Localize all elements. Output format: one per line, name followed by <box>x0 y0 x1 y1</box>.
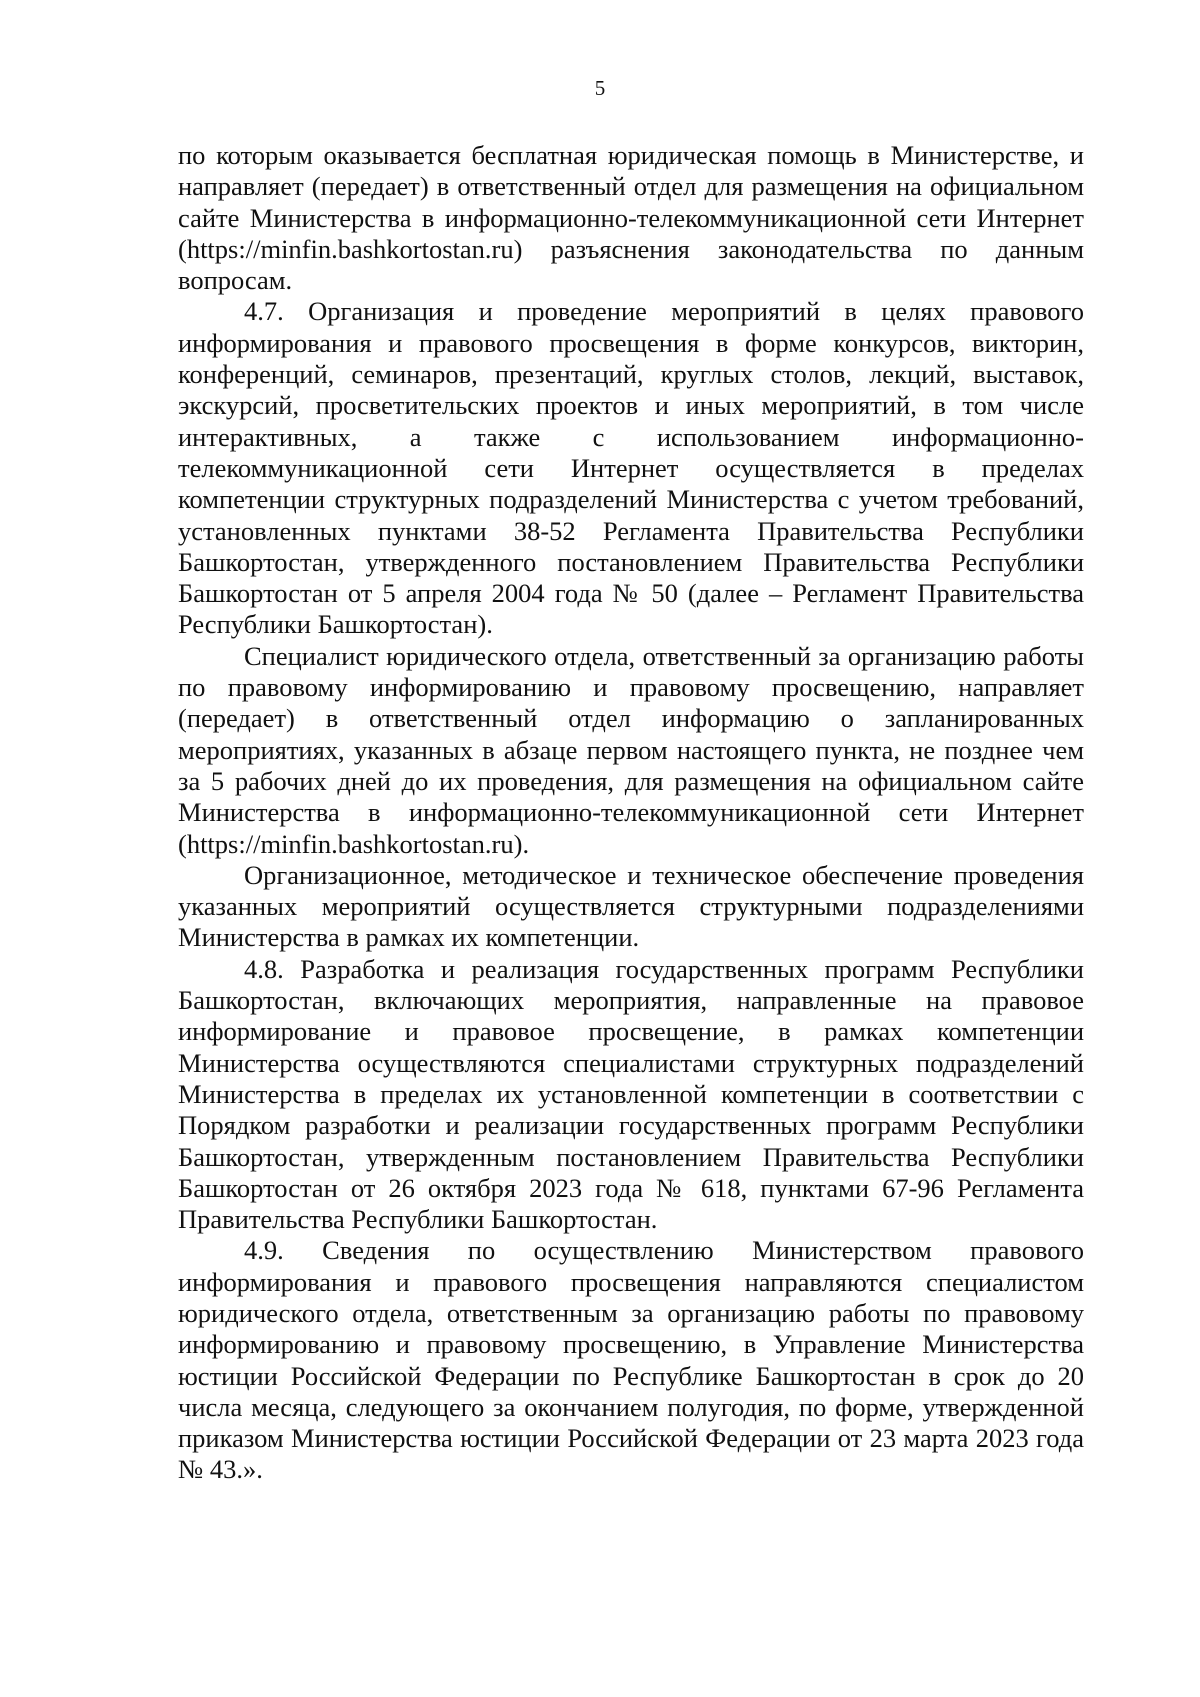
paragraph-4-9: 4.9. Сведения по осуществлению Министерством правового информирования и правового просвещения направляются специалистом юридического отдела, ответственным за организацию работы по правовому информированию и правовому просвещению, в Управление Министерства юстиции Российской Федерации по Республике Башкортостан в срок до 20 числа месяца, следующего за окончанием полугодия, по форме, утвержденной приказом Министерства юстиции Российской Федерации от 23 марта 2023 года № 43.». <box>178 1235 1084 1485</box>
paragraph-support: Организационное, методическое и техническое обеспечение проведения указанных мероприятий осуществляется структурными подразделениями Министерства в рамках их компетенции. <box>178 859 1084 953</box>
paragraph-specialist: Специалист юридического отдела, ответственный за организацию работы по правовому информированию и правовому просвещению, направляет (передает) в ответственный отдел информацию о запланированных мероприятиях, указанных в абзаце первом настоящего пункта, не позднее чем за 5 рабочих дней до их проведения, для размещения на официальном сайте Министерства в информационно-телекоммуникационной сети Интернет (https://minfin.bashkortostan.ru). <box>178 640 1084 859</box>
paragraph-4-8: 4.8. Разработка и реализация государственных программ Республики Башкортостан, включающих мероприятия, направленные на правовое информирование и правовое просвещение, в рамках компетенции Министерства осуществляются специалистами структурных подразделений Министерства в пределах их установленной компетенции в соответствии с Порядком разработки и реализации государственных программ Республики Башкортостан, утвержденным постановлением Правительства Республики Башкортостан от 26 октября 2023 года № 618, пунктами 67-96 Регламента Правительства Республики Башкортостан. <box>178 953 1084 1235</box>
page-number: 5 <box>594 76 606 100</box>
paragraph-4-7: 4.7. Организация и проведение мероприятий в целях правового информирования и правового просвещения в форме конкурсов, викторин, конференций, семинаров, презентаций, круглых столов, лекций, выставок, экскурсий, просветительских проектов и иных мероприятий, в том числе интерактивных, а также с использованием информационно-телекоммуникационной сети Интернет осуществляется в пределах компетенции структурных подразделений Министерства с учетом требований, установленных пунктами 38-52 Регламента Правительства Республики Башкортостан, утвержденного постановлением Правительства Республики Башкортостан от 5 апреля 2004 года № 50 (далее – Регламент Правительства Республики Башкортостан). <box>178 296 1084 640</box>
paragraph-continuation: по которым оказывается бесплатная юридическая помощь в Министерстве, и направляет (передает) в ответственный отдел для размещения на официальном сайте Министерства в информационно-телекоммуникационной сети Интернет (https://minfin.bashkortostan.ru) разъяснения законодательства по данным вопросам. <box>178 140 1084 296</box>
document-body <box>178 140 1084 1486</box>
